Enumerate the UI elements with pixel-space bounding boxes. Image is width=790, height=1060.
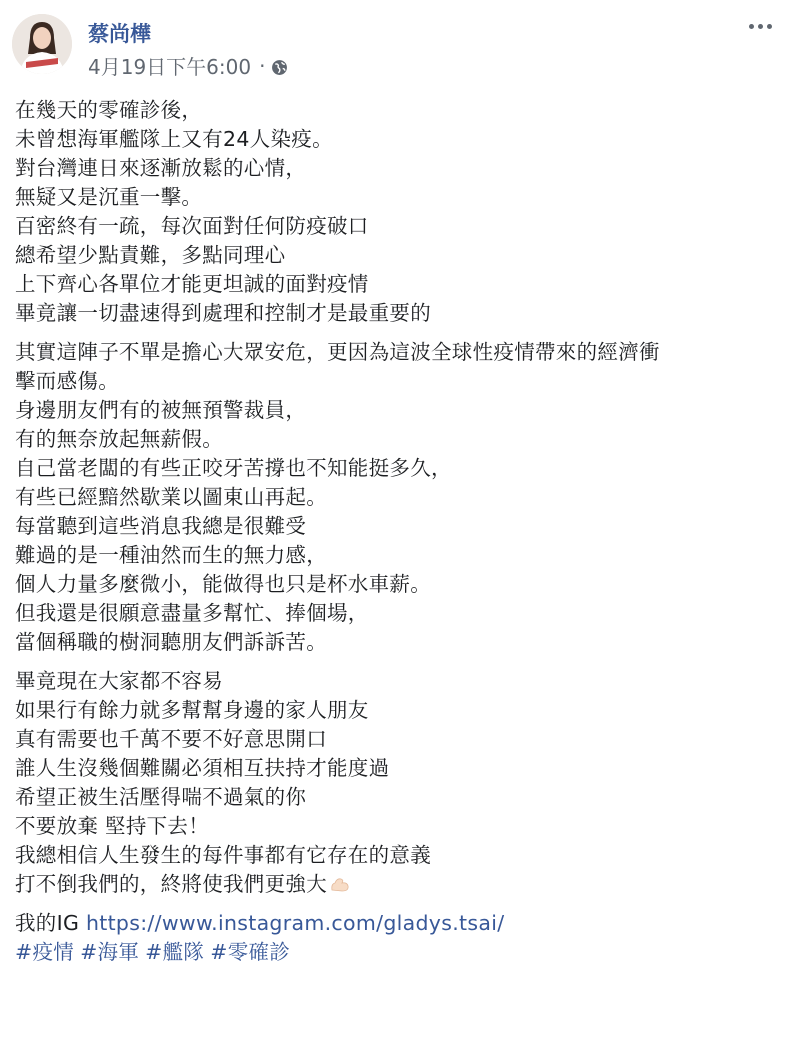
post-text-line: 難過的是一種油然而生的無力感， (15, 543, 327, 567)
more-options-icon[interactable] (740, 14, 780, 38)
post-text-line: 對台灣連日來逐漸放鬆的心情， (15, 156, 307, 180)
post-text-line: 真有需要也千萬不要不好意思開口 (15, 727, 327, 751)
post-text-line: 但我還是很願意盡量多幫忙、捧個場， (15, 601, 369, 625)
hashtag-link[interactable]: #疫情 (15, 940, 75, 964)
post-text-line: 個人力量多麼微小，能做得也只是杯水車薪。 (15, 572, 431, 596)
post-body (15, 96, 780, 967)
post-text-line: 如果行有餘力就多幫幫身邊的家人朋友 (15, 698, 369, 722)
hashtag-link[interactable]: #艦隊 (145, 940, 205, 964)
post-text-line: 未曾想海軍艦隊上又有24人染疫。 (15, 127, 333, 151)
ig-line (15, 909, 780, 938)
post-timestamp[interactable]: 4月19日下午6:00 (88, 55, 252, 79)
post-text-line: 其實這陣子不單是擔心大眾安危，更因為這波全球性疫情帶來的經濟衝 (15, 340, 660, 364)
post-text-line: 身邊朋友們有的被無預警裁員， (15, 398, 307, 422)
post-text-line: 無疑又是沉重一擊。 (15, 185, 203, 209)
author-name[interactable]: 蔡尚樺 (88, 22, 151, 46)
post-text-line: 自己當老闆的有些正咬牙苦撐也不知能挺多久， (15, 456, 452, 480)
hashtag-link[interactable]: #零確診 (210, 940, 291, 964)
post-text-line: 百密終有一疏，每次面對任何防疫破口 (15, 214, 369, 238)
post-text-line: 畢竟讓一切盡速得到處理和控制才是最重要的 (15, 301, 431, 325)
flexed-biceps-icon (329, 873, 351, 893)
post-text-line: 擊而感傷。 (15, 369, 119, 393)
post-paragraph (15, 96, 780, 328)
post-text-line: 不要放棄 堅持下去！ (15, 814, 210, 838)
post-text-line: 打不倒我們的，終將使我們更強大 (15, 870, 780, 899)
post-text-line: 每當聽到這些消息我總是很難受 (15, 514, 307, 538)
post-text-line: 上下齊心各單位才能更坦誠的面對疫情 (15, 272, 369, 296)
post-paragraph (15, 338, 780, 657)
ig-label: 我的IG (15, 911, 86, 935)
meta-separator: · (259, 53, 266, 78)
hashtag-row (15, 938, 780, 967)
post-text-line: 有的無奈放起無薪假。 (15, 427, 223, 451)
instagram-link[interactable]: https://www.instagram.com/gladys.tsai/ (85, 911, 505, 935)
post-paragraphs (15, 96, 780, 899)
post-text-line: 總希望少點責難，多點同理心 (15, 243, 286, 267)
globe-icon (271, 57, 288, 74)
post-text-line: 畢竟現在大家都不容易 (15, 669, 223, 693)
hashtag-link[interactable]: #海軍 (80, 940, 140, 964)
post-text-line: 希望正被生活壓得喘不過氣的你 (15, 785, 307, 809)
post-text-line: 誰人生沒幾個難關必須相互扶持才能度過 (15, 756, 390, 780)
avatar[interactable] (12, 14, 72, 74)
post-text-line: 我總相信人生發生的每件事都有它存在的意義 (15, 843, 431, 867)
post-meta (88, 51, 288, 80)
post-paragraph (15, 667, 780, 899)
post-text-line: 當個稱職的樹洞聽朋友們訴訴苦。 (15, 630, 327, 654)
post-text-line: 在幾天的零確診後， (15, 98, 203, 122)
post-text-line: 有些已經黯然歇業以圖東山再起。 (15, 485, 327, 509)
